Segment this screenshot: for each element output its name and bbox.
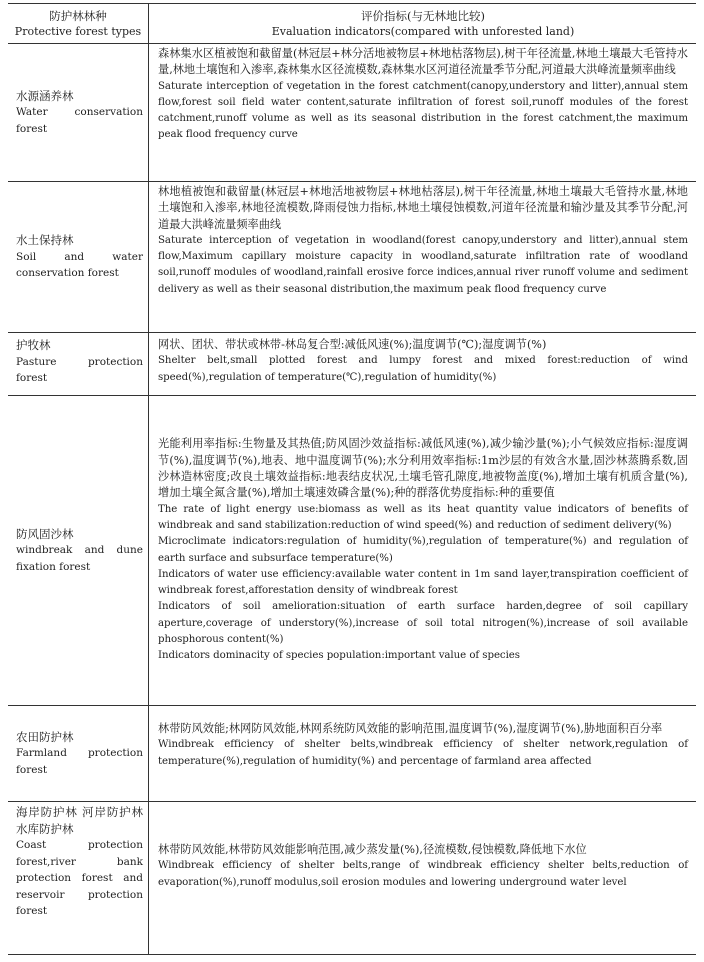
- table-row: [8, 182, 696, 333]
- forest-type-cell: [8, 44, 149, 181]
- indicator-cell: [149, 706, 696, 801]
- forest-type-zh: 海岸防护林 河岸防护林 水库防护林: [16, 805, 143, 836]
- table-row: [8, 396, 696, 706]
- forest-type-cell: [8, 396, 149, 705]
- indicator-text-en: Microclimate indicators:regulation of humidity(%),regulation of temperature(%) and regulation of earth surface and subsurface temperature(%): [158, 536, 688, 564]
- indicator-text-zh: 林地植被饱和截留量(林冠层+林地活地被物层+林地枯落层),树干年径流量,林地土壤最大毛管持水量,林地土壤饱和入渗率,林地径流模数,降雨侵蚀力指标,林地土壤侵蚀模数,河道年径流量和输沙量及其季节分配,河道最大洪峰流量频率曲线: [158, 185, 688, 231]
- header-forest-type: [8, 4, 149, 43]
- forest-type-en: Pasture protection forest: [16, 355, 143, 384]
- forest-type-en: windbreak and dune fixation forest: [16, 544, 143, 573]
- indicator-text-zh: 林带防风效能,林带防风效能影响范围,减少蒸发量(%),径流模数,侵蚀模数,降低地下水位: [158, 843, 587, 856]
- forest-type-cell: [8, 333, 149, 395]
- indicator-text-en: Shelter belt,small plotted forest and lumpy forest and mixed forest:reduction of wind speed(%),regulation of temperature(℃),regulation of humidity(%): [158, 355, 688, 383]
- forest-type-en: Coast protection forest,river bank protection forest and reservoir protection forest: [16, 839, 143, 917]
- indicator-cell: [149, 333, 696, 395]
- header-indicators: [149, 4, 696, 43]
- table-row: [8, 44, 696, 182]
- indicator-text-en: Saturate interception of vegetation in woodland(forest canopy,understory and litter),annual stem flow,Maximum capillary moisture capacity in woodland,saturate infiltration rate of woodland soil,runoff modules of woodland,rainfall erosive force indices,annual river runoff volume and sediment delivery as well as their seasonal distribution,the maximum peak flood frequency curve: [158, 234, 688, 295]
- forest-type-zh: 护牧林: [16, 338, 51, 352]
- indicator-cell: [149, 44, 696, 181]
- forest-type-cell: [8, 802, 149, 954]
- evaluation-table: [8, 3, 696, 955]
- table-row: [8, 333, 696, 396]
- table-row: [8, 802, 696, 954]
- forest-type-en: Soil and water conservation forest: [16, 250, 143, 280]
- indicator-text-en: Indicators dominacity of species population:important value of species: [158, 650, 520, 662]
- header-indicators-zh: 评价指标(与无林地比较): [361, 9, 485, 23]
- indicator-text-zh: 网状、团状、带状或林带-林岛复合型:减低风速(%);温度调节(℃);湿度调节(%): [158, 338, 547, 351]
- indicator-text-en: Indicators of soil amelioration:situation of earth surface harden,degree of soil capillary aperture,coverage of understory(%),increase of soil total nitrogen(%),increase of soil available phosphorous content(%): [158, 601, 688, 645]
- indicator-text-en: Indicators of water use efficiency:available water content in 1m sand layer,transpiration coefficient of windbreak forest,afforestation density of windbreak forest: [158, 568, 688, 597]
- indicator-cell: [149, 396, 696, 705]
- forest-type-cell: [8, 706, 149, 801]
- header-indicators-en: Evaluation indicators(compared with unforested land): [271, 25, 575, 38]
- forest-type-zh: 水源涵养林: [16, 88, 74, 103]
- indicator-text-zh: 光能利用率指标:生物量及其热值;防风固沙效益指标:减低风速(%),减少输沙量(%);小气候效应指标:湿度调节(%),温度调节(%),地表、地中温度调节(%);水分利用效率指标:1m沙层的有效含水量,固沙林蒸腾系数,固沙林造林密度;改良土壤效益指标:地表结皮状况,土壤毛管孔隙度,地被物盖度(%),增加土壤有机质含量(%),增加土壤全氮含量(%),增加土壤速效磷含量(%);种的群落优势度指标:种的重要值: [158, 437, 688, 500]
- forest-type-cell: [8, 182, 149, 332]
- forest-type-zh: 防风固沙林: [16, 526, 74, 541]
- indicator-text-en: The rate of light energy use:biomass as well as its heat quantity value indicators of benefits of windbreak and sand stabilization:reduction of wind speed(%) and reduction of sediment delivery(%): [158, 503, 688, 531]
- forest-type-zh: 农田防护林: [16, 729, 74, 744]
- indicator-cell: [149, 802, 696, 954]
- table-header: [8, 4, 696, 44]
- indicator-text-en: Windbreak efficiency of shelter belts,windbreak efficiency of shelter network,regulation of temperature(%),regulation of humidity(%) and percentage of farmland area affected: [158, 739, 688, 767]
- forest-type-en: Farmland protection forest: [16, 747, 143, 776]
- indicator-text-zh: 森林集水区植被饱和截留量(林冠层+林分活地被物层+林地枯落物层),树干年径流量,林地土壤最大毛管持水量,林地土壤饱和入渗率,森林集水区径流模数,森林集水区河道径流量季节分配,河道最大洪峰流量频率曲线: [158, 47, 688, 77]
- forest-type-en: Water conservation forest: [16, 106, 143, 135]
- indicator-text-zh: 林带防风效能;林网防风效能,林网系统防风效能的影响范围,温度调节(%),湿度调节(%),胁地面积百分率: [158, 722, 663, 735]
- header-forest-type-zh: 防护林林种: [49, 9, 107, 23]
- table-row: [8, 706, 696, 802]
- forest-type-zh: 水土保持林: [16, 233, 74, 248]
- header-forest-type-en: Protective forest types: [14, 25, 142, 38]
- indicator-text-en: Windbreak efficiency of shelter belts,range of windbreak efficiency shelter belts,reduction of evaporation(%),runoff modulus,soil erosion modules and lowering underground water level: [158, 860, 688, 888]
- indicator-text-en: Saturate interception of vegetation in the forest catchment(canopy,understory and litter),annual stem flow,forest soil field water content,saturate infiltration of forest soil,runoff modules of the forest catchment,runoff volume as well as its seasonal distribution in the forest catchment,the maximum peak flood frequency curve: [158, 80, 688, 141]
- indicator-cell: [149, 182, 696, 332]
